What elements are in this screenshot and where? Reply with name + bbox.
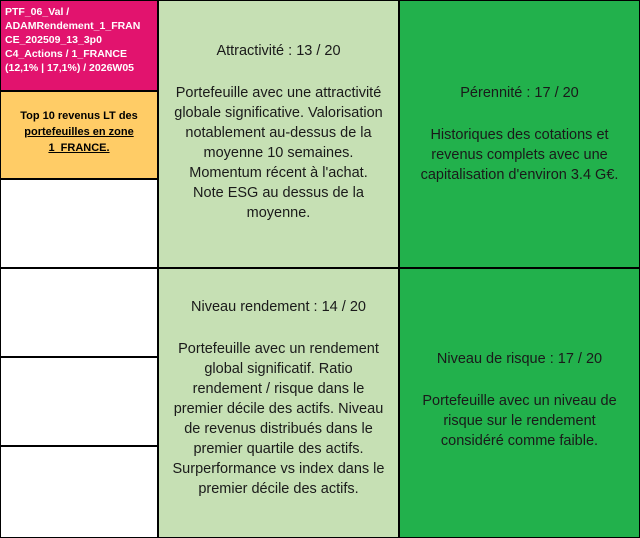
empty-cell — [0, 179, 158, 268]
perennite-heading: Pérennité : 17 / 20 — [460, 85, 579, 101]
attractivite-heading: Attractivité : 13 / 20 — [216, 43, 341, 59]
attractivite-line: Portefeuille avec une attractivité — [175, 85, 382, 101]
portfolio-subtitle-cell — [0, 91, 158, 179]
rendement-line: premier décile des actifs. — [198, 481, 359, 497]
title-line: C4_Actions / 1_FRANCE — [5, 48, 127, 60]
risque-line: Portefeuille avec un niveau de — [422, 393, 617, 409]
rendement-line: Portefeuille avec un rendement — [178, 341, 379, 357]
perennite-line: capitalisation d'environ 3.4 G€. — [420, 167, 619, 183]
attractivite-line: moyenne. — [246, 205, 311, 221]
empty-cell — [0, 446, 158, 538]
perennite-panel — [399, 0, 640, 268]
portfolio-title-cell — [0, 0, 158, 91]
empty-cell — [0, 357, 158, 446]
attractivite-line: Momentum récent à l'achat. — [189, 165, 368, 181]
perennite-line: Historiques des cotations et — [430, 127, 609, 143]
attractivite-line: moyenne 10 semaines. — [203, 145, 354, 161]
rendement-line: Surperformance vs index dans le — [172, 461, 385, 477]
empty-cell — [0, 268, 158, 357]
title-line: PTF_06_Val / — [5, 6, 70, 18]
title-line: (12,1% | 17,1%) / 2026W05 — [5, 62, 135, 74]
rendement-line: premier décile des actifs. Niveau — [173, 401, 384, 417]
rendement-line: de revenus distribués dans le — [184, 421, 373, 437]
risque-line: considéré comme faible. — [440, 433, 599, 449]
risque-panel — [399, 268, 640, 538]
attractivite-panel — [158, 0, 399, 268]
perennite-line: revenus complets avec une — [431, 147, 608, 163]
rendement-line: rendement / risque dans le — [192, 381, 365, 397]
subtitle-line: 1_FRANCE. — [48, 142, 110, 154]
rendement-heading: Niveau rendement : 14 / 20 — [191, 299, 366, 315]
rendement-line: global significatif. Ratio — [204, 361, 353, 377]
attractivite-line: globale significative. Valorisation — [174, 105, 383, 121]
rendement-panel — [158, 268, 399, 538]
attractivite-line: notablement au-dessus de la — [185, 125, 372, 141]
rendement-line: premier quartile des actifs. — [193, 441, 364, 457]
title-line: CE_202509_13_3p0 — [5, 34, 102, 46]
subtitle-line: portefeuilles en zone — [24, 126, 134, 138]
risque-heading: Niveau de risque : 17 / 20 — [436, 351, 603, 367]
subtitle-line: Top 10 revenus LT des — [20, 110, 138, 122]
risque-line: risque sur le rendement — [443, 413, 596, 429]
attractivite-line: Note ESG au dessus de la — [193, 185, 364, 201]
title-line: ADAMRendement_1_FRAN — [5, 20, 141, 32]
